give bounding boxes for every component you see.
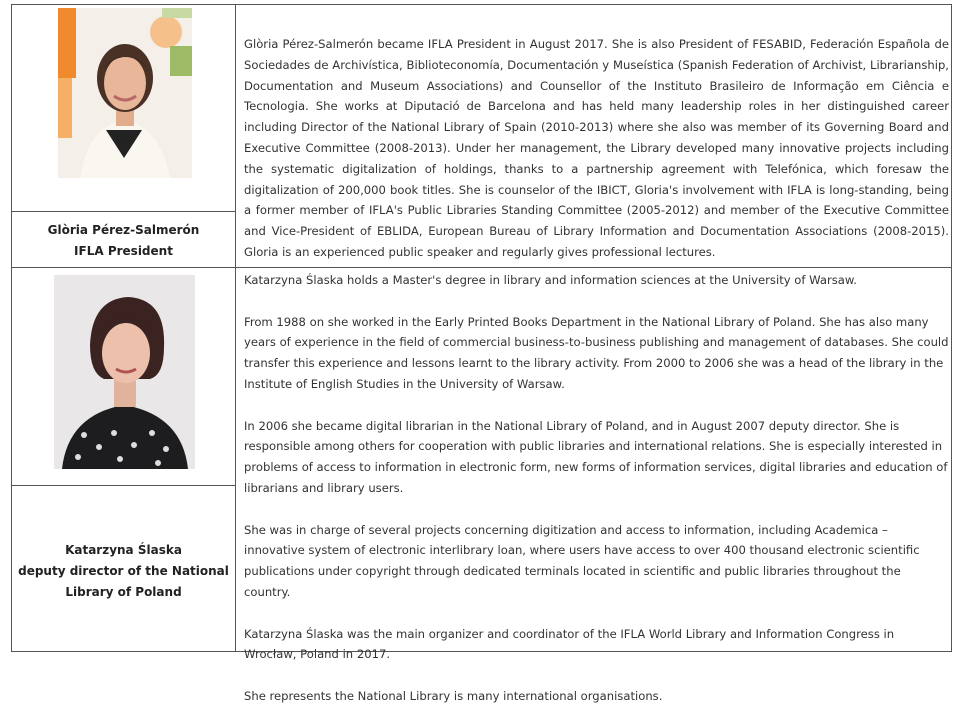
bio-paragraph: She was in charge of several projects concerning digitization and access to information, including Academica – innovative system of electronic interlibrary loan, where users have access to over 400 thousand electronic scientific publications under copyright through dedicated terminals located in scientific and public libraries throughout the country. bbox=[244, 522, 920, 599]
bio-paragraph: Katarzyna Ślaska holds a Master's degree in library and information sciences at the University of Warsaw. bbox=[244, 273, 857, 287]
photo-gloria-perez-salmeron bbox=[58, 8, 192, 178]
bio-table bbox=[11, 4, 952, 703]
person-name: Katarzyna Ślaska bbox=[65, 543, 182, 557]
person-role-line2: Library of Poland bbox=[65, 585, 182, 599]
bio-gloria bbox=[244, 34, 949, 263]
person-name: Glòria Pérez-Salmerón bbox=[47, 223, 200, 237]
bio-paragraph: Glòria Pérez-Salmerón became IFLA President in August 2017. She is also President of FESABID, Federación Española de Sociedades de Archivística, Biblioteconomía, Documentación y Museística (Spanish Federation of Archivist, Librarianship, Documentation and Museum Associations) and Counsellor of the Instituto Brasileiro de Informação em Ciência e Tecnologia. She works at Diputació de Barcelona and has held many leadership roles in her distinguished career including Director of the National Library of Spain (2010-2013) where she also was member of its Governing Board and Executive Committee (2008-2013). Under her management, the Library developed many innovative projects including the systematic digitalization of holdings, thanks to a partnership agreement with Telefónica, which foresaw the digitalization of 200,000 book titles. She is counselor of the IBICT, Gloria's involvement with IFLA is long-standing, being a former member of IFLA's Public Libraries Standing Committee (2005-2012) and member of the Executive Committee and Vice-President of EBLIDA, European Bureau of Library Information and Documentation Associations (2008-2015). Gloria is an experienced public speaker and regularly gives professional lectures. bbox=[244, 37, 949, 259]
name-caption-katarzyna bbox=[12, 540, 235, 603]
column-divider bbox=[235, 5, 236, 651]
bio-paragraph: In 2006 she became digital librarian in the National Library of Poland, and in August 2007 deputy director. She is responsible among others for cooperation with public libraries and international relations. She is especially interested in problems of access to information in electronic form, new forms of information services, digital libraries and education of librarians and library users. bbox=[244, 418, 948, 495]
person-role-line1: deputy director of the National bbox=[18, 564, 229, 578]
row1-photo-divider bbox=[12, 211, 235, 212]
bio-katarzyna bbox=[244, 270, 949, 707]
person-role: IFLA President bbox=[74, 244, 173, 258]
row-divider bbox=[12, 267, 951, 268]
bio-paragraph: She represents the National Library is many international organisations. bbox=[244, 688, 663, 703]
name-caption-gloria bbox=[12, 220, 235, 262]
bio-paragraph: From 1988 on she worked in the Early Printed Books Department in the National Library of Poland. She has also many years of experience in the field of commercial business-to-business publishing and management of databases. She could transfer this experience and lessons learnt to the library activity. From 2000 to 2006 she was a head of the library in the Institute of English Studies in the University of Warsaw. bbox=[244, 314, 949, 391]
row2-photo-divider bbox=[12, 485, 235, 486]
bio-paragraph: Katarzyna Ślaska was the main organizer and coordinator of the IFLA World Library and Information Congress in Wrocław, Poland in 2017. bbox=[244, 626, 895, 662]
photo-katarzyna-slaska bbox=[54, 275, 195, 469]
